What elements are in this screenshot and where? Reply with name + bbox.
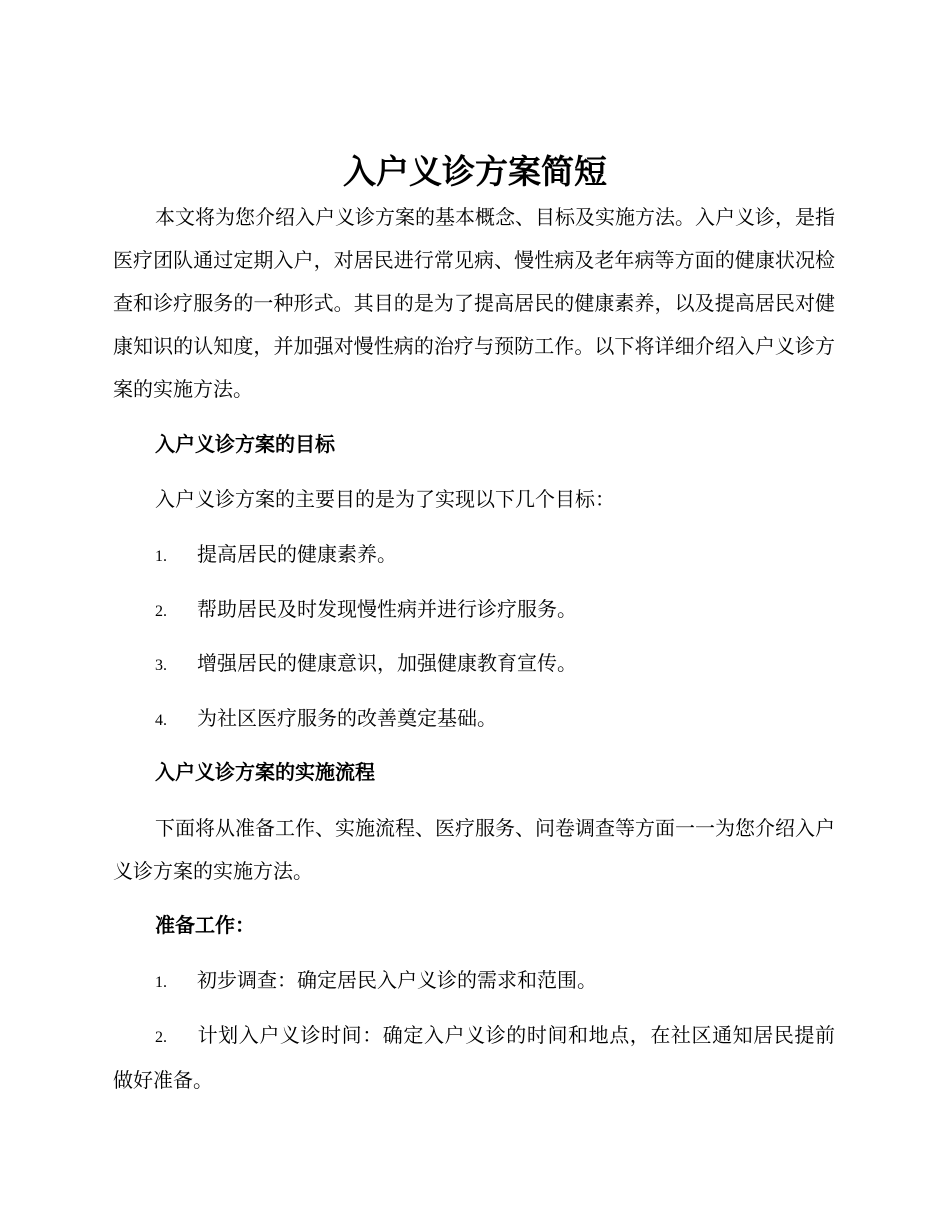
list-item-number: 3.: [155, 657, 167, 674]
list-item: [113, 533, 835, 578]
list-item-number: 4.: [155, 712, 167, 729]
goals-heading: 入户义诊方案的目标: [155, 432, 335, 456]
list-item-number: 1.: [155, 548, 167, 565]
list-item-number: 1.: [155, 974, 167, 991]
list-item-text: 初步调查：确定居民入户义诊的需求和范围。: [197, 968, 597, 992]
list-item: [113, 697, 835, 742]
list-item-text: 为社区医疗服务的改善奠定基础。: [197, 706, 497, 730]
list-item: [113, 642, 835, 687]
list-item-text: 提高居民的健康素养。: [197, 542, 397, 566]
prep-heading: 准备工作：: [155, 913, 255, 937]
document-title: 入户义诊方案简短: [343, 152, 607, 191]
goals-lead-paragraph: 入户义诊方案的主要目的是为了实现以下几个目标：: [155, 487, 615, 511]
list-item-number: 2.: [155, 1029, 167, 1046]
list-item-text: 计划入户义诊时间：确定入户义诊的时间和地点，在社区通知居民提前做好准备。: [113, 1023, 835, 1092]
list-item-text: 帮助居民及时发现慢性病并进行诊疗服务。: [197, 597, 577, 621]
process-heading: 入户义诊方案的实施流程: [155, 760, 375, 784]
list-item-number: 2.: [155, 603, 167, 620]
list-item-text: 增强居民的健康意识，加强健康教育宣传。: [197, 651, 577, 675]
list-item: [113, 588, 835, 633]
list-item: [113, 1014, 835, 1102]
intro-paragraph: 本文将为您介绍入户义诊方案的基本概念、目标及实施方法。入户义诊，是指医疗团队通过定期入户，对居民进行常见病、慢性病及老年病等方面的健康状况检查和诊疗服务的一种形式。其目的是为了提高居民的健康素养，以及提高居民对健康知识的认知度，并加强对慢性病的治疗与预防工作。以下将详细介绍入户义诊方案的实施方法。: [113, 205, 835, 401]
process-lead-paragraph: 下面将从准备工作、实施流程、医疗服务、问卷调查等方面一一为您介绍入户义诊方案的实施方法。: [113, 816, 835, 883]
list-item: [113, 959, 835, 1004]
